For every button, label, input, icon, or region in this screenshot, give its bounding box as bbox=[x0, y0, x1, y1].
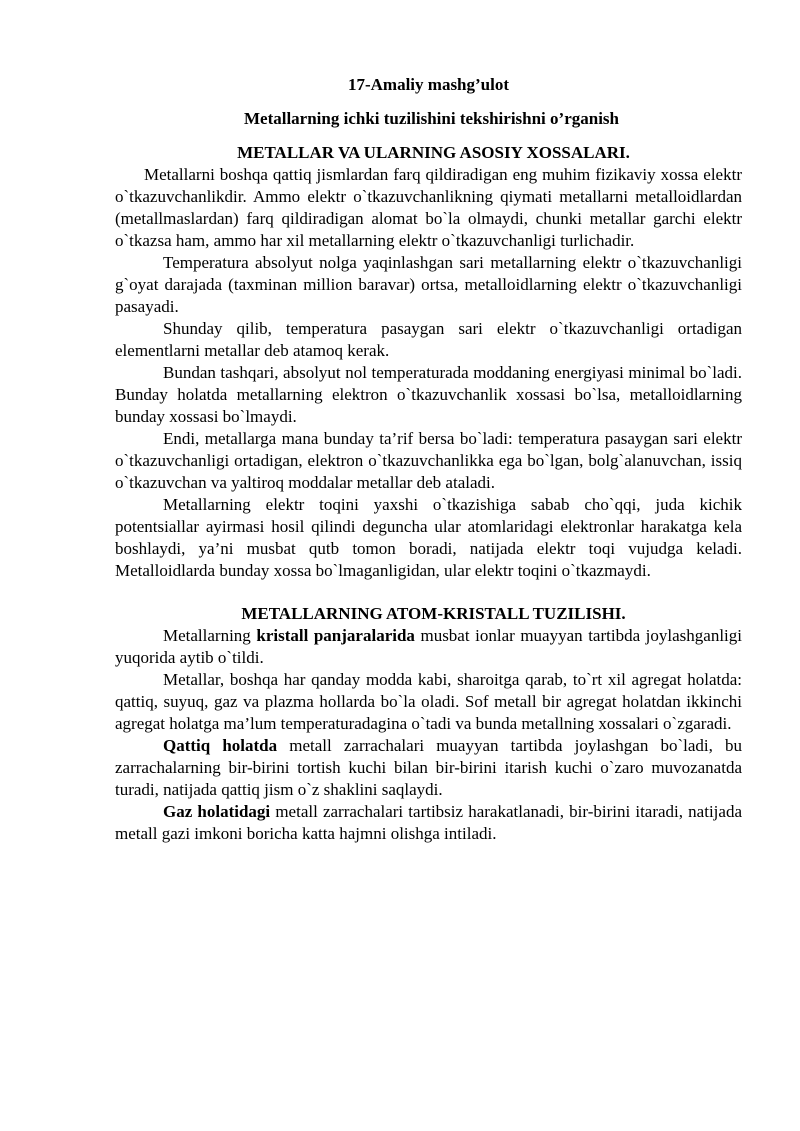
section1-paragraph-5: Endi, metallarga mana bunday ta’rif bersa bo`ladi: temperatura pasaygan sari elektr o`tkazuvchanligi ortadigan, elektron o`tkazuvchanlikka ega bo`lgan, bolg`alanuvchan, issiq o`tkazuvchan va yaltiroq moddalar metallar deb ataladi. bbox=[115, 429, 742, 492]
section1-heading: METALLAR VA ULARNING ASOSIY XOSSALARI. bbox=[237, 143, 630, 162]
section1-paragraph-1: Metallarni boshqa qattiq jismlardan farq qildiradigan eng muhim fizikaviy xossa elektr o`tkazuvchanlikdir. Ammo elektr o`tkazuvchanlikning qiymati metallarni metalloidlardan (metallmaslardan) farq qildiradigan alomat bo`la olmaydi, chunki metallar garchi elektr o`tkazsa ham, ammo har xil metallarning elektr o`tkazuvchanligi turlichadir. bbox=[115, 165, 742, 250]
topic-title: Metallarning ichki tuzilishini tekshirishni o’rganish bbox=[243, 109, 619, 128]
section2-paragraph-1-lead: Metallarning bbox=[163, 626, 257, 645]
section2-paragraph-2: Metallar, boshqa har qanday modda kabi, sharoitga qarab, to`rt xil agregat holatda: qattiq, suyuq, gaz va plazma hollarda bo`la oladi. Sof metall bir agregat holatdan ikkinchi agregat holatga ma’lum temperaturadagina o`tadi va bunda metallning xossalari o`zgaradi. bbox=[115, 670, 742, 733]
section1-paragraph-3: Shunday qilib, temperatura pasaygan sari elektr o`tkazuvchanligi ortadigan elementlarni metallar deb atamoq kerak. bbox=[115, 319, 742, 360]
section2-paragraph-4 bbox=[115, 801, 742, 845]
section2-paragraph-1-rest: musbat ionlar muayyan tartibda joylashganligi yuqorida aytib o`tildi. bbox=[115, 626, 742, 667]
document-page bbox=[115, 74, 742, 845]
section1-paragraph-6: Metallarning elektr toqini yaxshi o`tkazishiga sabab cho`qqi, juda kichik potentsiallar ayirmasi hosil qilindi deguncha ular atomlaridagi elektronlar harakatga kela boshlaydi, ya’ni musbat qutb tomon boradi, natijada elektr toqi vujudga keladi. Metalloidlarda bunday xossa bo`lmaganligidan, ular elektr toqini o`tkazmaydi. bbox=[115, 495, 742, 580]
section2-paragraph-3-bold: Qattiq holatda bbox=[163, 736, 278, 755]
section2-heading: METALLARNING ATOM-KRISTALL TUZILISHI. bbox=[241, 604, 626, 623]
section1-paragraph-4: Bundan tashqari, absolyut nol temperaturada moddaning energiyasi minimal bo`ladi. Bunday holatda metallarning elektron o`tkazuvchanlik xossasi bo`lsa, metalloidlarning bunday xossasi bo`lmaydi. bbox=[115, 363, 742, 426]
section1-paragraph-2: Temperatura absolyut nolga yaqinlashgan sari metallarning elektr o`tkazuvchanligi g`oyat darajada (taxminan million baravar) ortsa, metalloidlarning elektr o`tkazuvchanligi pasayadi. bbox=[115, 253, 742, 316]
section2-paragraph-3-rest: metall zarrachalari muayyan tartibda joylashgan bo`ladi, bu zarrachalarning bir-birini tortish kuchi bilan bir-birini itarish kuchi o`zaro muvozanatda turadi, natijada qattiq jism o`z shaklini saqlaydi. bbox=[115, 736, 742, 799]
section2-paragraph-4-bold: Gaz holatidagi bbox=[163, 802, 271, 821]
lesson-title: 17-Amaliy mashg’ulot bbox=[347, 75, 510, 94]
section2-paragraph-1-bold: kristall panjaralarida bbox=[256, 626, 415, 645]
section2-paragraph-1 bbox=[115, 625, 742, 669]
section2-paragraph-3 bbox=[115, 735, 742, 801]
section2-paragraph-4-rest: metall zarrachalari tartibsiz harakatlanadi, bir-birini itaradi, natijada metall gazi imkoni boricha katta hajmni olishga intiladi. bbox=[115, 802, 742, 843]
